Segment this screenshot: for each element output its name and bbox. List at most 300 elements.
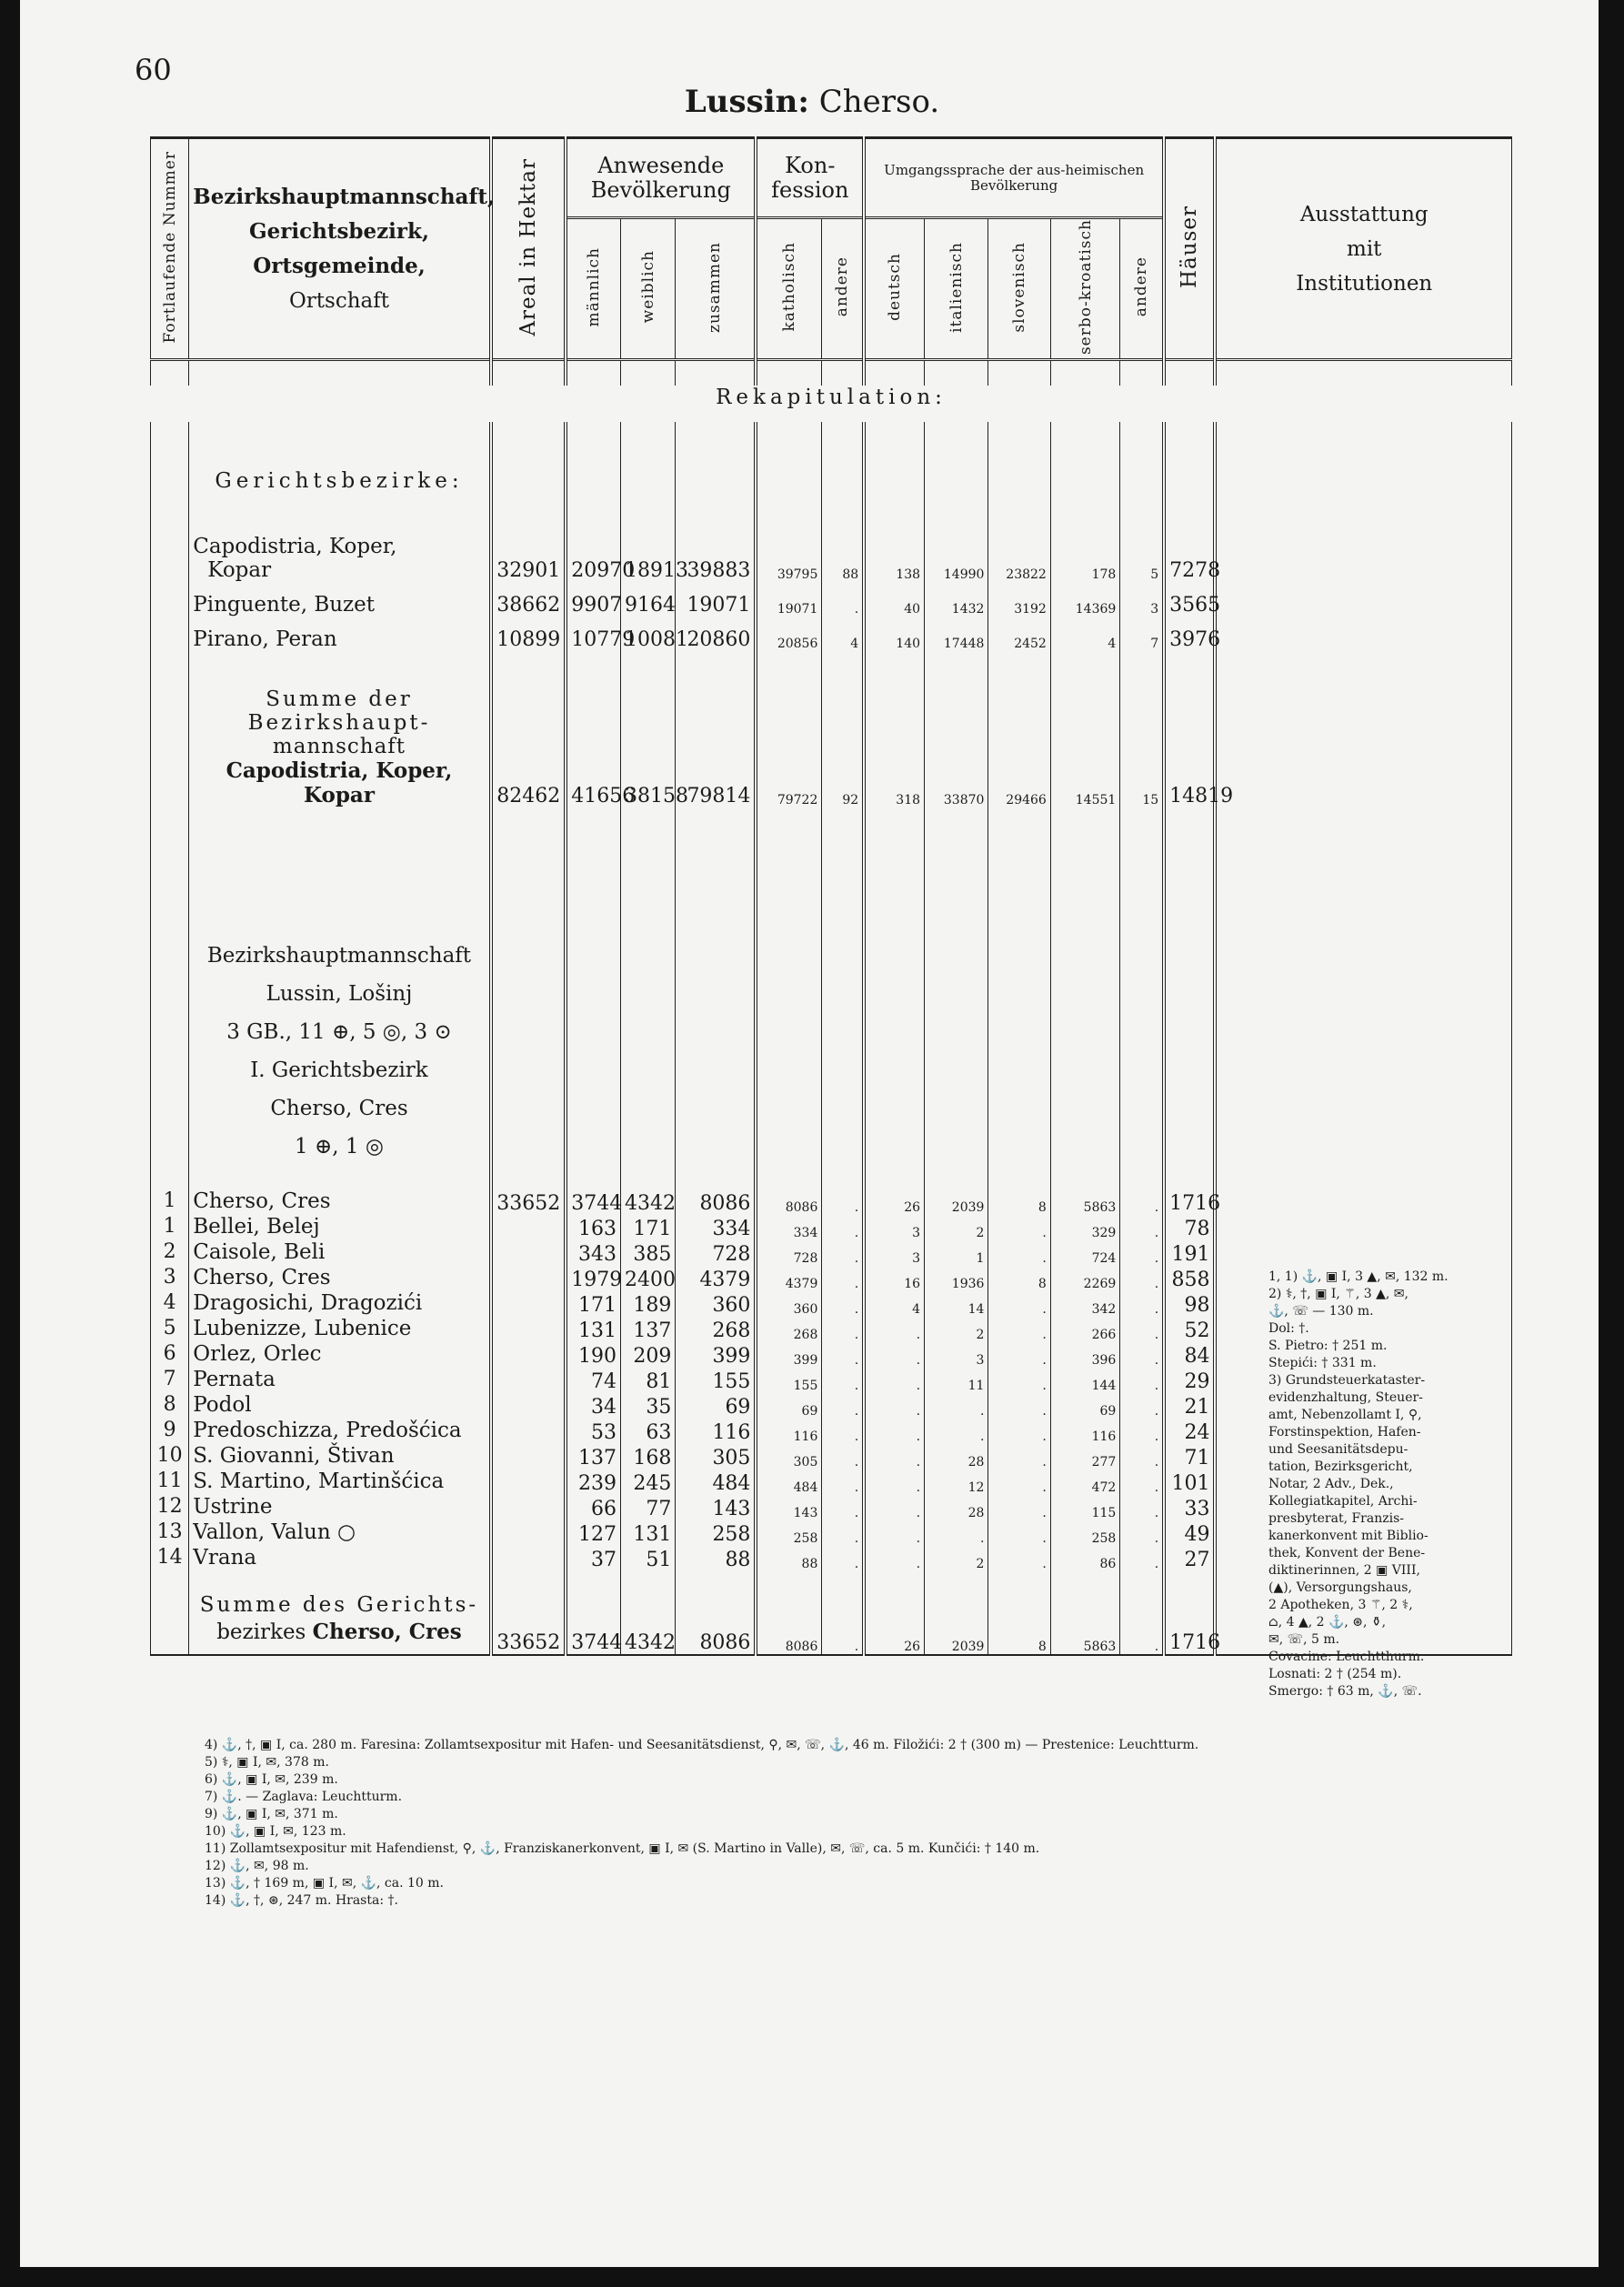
value-cell: 178 <box>1050 531 1119 582</box>
col-header-umgang: Umgangssprache der aus-heimischen Bevölkerung <box>864 138 1164 218</box>
value-cell: . <box>822 1546 864 1571</box>
spacer-row <box>151 880 1512 944</box>
value-cell: 4342 <box>621 1591 676 1655</box>
value-cell: 190 <box>566 1342 620 1368</box>
col-header-andere: andere <box>822 218 864 360</box>
side-note-line: Smergo: † 63 m, ⚓, ☏. <box>1268 1684 1422 1699</box>
side-note-line: Notar, 2 Adv., Dek., <box>1268 1477 1394 1491</box>
value-cell: . <box>822 1215 864 1240</box>
value-cell: . <box>822 1240 864 1266</box>
value-cell <box>491 1266 566 1291</box>
value-cell: 7 <box>1120 617 1164 651</box>
value-cell: . <box>864 1419 924 1444</box>
row-name: Lubenizze, Lubenice <box>189 1317 491 1342</box>
side-note-line: evidenzhaltung, Steuer- <box>1268 1390 1423 1405</box>
value-cell: 34 <box>566 1393 620 1419</box>
value-cell: . <box>1120 1266 1164 1291</box>
value-cell: . <box>864 1520 924 1546</box>
side-note-line: ✉, ☏, 5 m. <box>1268 1632 1340 1647</box>
value-cell: 9907 <box>566 582 620 617</box>
value-cell: 728 <box>756 1240 821 1266</box>
value-cell: 74 <box>566 1368 620 1393</box>
value-cell: 2 <box>925 1215 988 1240</box>
value-cell: 334 <box>676 1215 757 1240</box>
value-cell: . <box>822 1342 864 1368</box>
row-name: Pernata <box>189 1368 491 1393</box>
spacer-row <box>151 1173 1512 1189</box>
value-cell: 28 <box>925 1495 988 1520</box>
value-cell: 728 <box>676 1240 757 1266</box>
value-cell: 51 <box>621 1546 676 1571</box>
value-cell <box>491 1469 566 1495</box>
value-cell: . <box>1120 1189 1164 1215</box>
value-cell: 9164 <box>621 582 676 617</box>
footnote-line: 6) ⚓, ▣ I, ✉, 239 m. <box>205 1772 338 1787</box>
value-cell: 138 <box>864 531 924 582</box>
footnote-line: 10) ⚓, ▣ I, ✉, 123 m. <box>205 1824 346 1839</box>
recap-row-name: Pirano, Peran <box>193 627 337 651</box>
row-number: 8 <box>151 1393 189 1419</box>
value-cell: . <box>864 1317 924 1342</box>
value-cell: 39795 <box>756 531 821 582</box>
value-cell: . <box>1120 1291 1164 1317</box>
value-cell: 2039 <box>925 1591 988 1655</box>
side-note-line: diktinerinnen, 2 ▣ VIII, <box>1268 1563 1420 1578</box>
value-cell <box>491 1546 566 1571</box>
value-cell: 2269 <box>1050 1266 1119 1291</box>
footnotes <box>205 1737 1198 1910</box>
value-cell: 472 <box>1050 1469 1119 1495</box>
side-note-line: (▲), Versorgungshaus, <box>1268 1580 1412 1595</box>
value-cell: 163 <box>566 1215 620 1240</box>
col-header-zusammen: zusammen <box>676 218 757 360</box>
row-name: Caisole, Beli <box>189 1240 491 1266</box>
value-cell: 8 <box>988 1591 1050 1655</box>
value-cell: 1936 <box>925 1266 988 1291</box>
value-cell: 191 <box>1164 1240 1215 1266</box>
value-cell: 77 <box>621 1495 676 1520</box>
row-name: Vrana <box>189 1546 491 1571</box>
value-cell: 14990 <box>925 531 988 582</box>
value-cell: 10081 <box>621 617 676 651</box>
recap-row-name-2: Kopar <box>207 557 272 582</box>
value-cell: 2039 <box>925 1189 988 1215</box>
side-note-line: presbyterat, Franzis- <box>1268 1511 1405 1526</box>
side-note-line: ⚓, ☏ — 130 m. <box>1268 1304 1374 1319</box>
value-cell <box>491 1419 566 1444</box>
value-cell: . <box>1120 1342 1164 1368</box>
recap-row <box>151 582 1512 617</box>
value-cell: 1 <box>925 1240 988 1266</box>
side-note-line: ⌂, 4 ▲, 2 ⚓, ⊛, ⚱, <box>1268 1615 1387 1630</box>
value-cell: . <box>864 1469 924 1495</box>
value-cell: 399 <box>676 1342 757 1368</box>
value-cell: 14819 <box>1164 687 1215 807</box>
value-cell: 2 <box>925 1317 988 1342</box>
value-cell: . <box>822 1419 864 1444</box>
row-number: 2 <box>151 1240 189 1266</box>
col-header-serbo: serbo-kroatisch <box>1050 218 1119 360</box>
value-cell: 20860 <box>676 617 757 651</box>
value-cell: 318 <box>864 687 924 807</box>
value-cell: 245 <box>621 1469 676 1495</box>
value-cell: 18913 <box>621 531 676 582</box>
scan-border-right <box>1599 0 1624 2287</box>
row-name: Dragosichi, Dragozići <box>189 1291 491 1317</box>
value-cell: 17448 <box>925 617 988 651</box>
row-name: Cherso, Cres <box>189 1189 491 1215</box>
value-cell: . <box>864 1546 924 1571</box>
value-cell: . <box>822 1469 864 1495</box>
value-cell: 79814 <box>676 687 757 807</box>
value-cell: . <box>864 1342 924 1368</box>
value-cell: . <box>1120 1419 1164 1444</box>
row-name: Orlez, Orlec <box>189 1342 491 1368</box>
value-cell: 385 <box>621 1240 676 1266</box>
value-cell: 14 <box>925 1291 988 1317</box>
value-cell: 8086 <box>676 1591 757 1655</box>
value-cell: 29466 <box>988 687 1050 807</box>
lussin-heading: 1 ⊕, 1 ◎ <box>189 1135 491 1173</box>
row-name: S. Martino, Martinšćica <box>189 1469 491 1495</box>
value-cell: . <box>988 1342 1050 1368</box>
value-cell: 8086 <box>676 1189 757 1215</box>
value-cell: . <box>864 1444 924 1469</box>
table-row <box>151 1240 1512 1266</box>
value-cell: 23822 <box>988 531 1050 582</box>
value-cell: 1716 <box>1164 1591 1215 1655</box>
value-cell: 8 <box>988 1266 1050 1291</box>
value-cell: 305 <box>756 1444 821 1469</box>
row-number: 13 <box>151 1520 189 1546</box>
side-note-line: 2 Apotheken, 3 ⚚, 2 ⚕, <box>1268 1598 1413 1612</box>
row-name: Cherso, Cres <box>189 1266 491 1291</box>
col-header-maennlich: männlich <box>566 218 620 360</box>
value-cell: 143 <box>676 1495 757 1520</box>
value-cell: 20856 <box>756 617 821 651</box>
value-cell: 81 <box>621 1368 676 1393</box>
value-cell: . <box>822 1393 864 1419</box>
value-cell: 63 <box>621 1419 676 1444</box>
value-cell: 3976 <box>1164 617 1215 651</box>
value-cell: 137 <box>621 1317 676 1342</box>
value-cell: 4 <box>822 617 864 651</box>
col-header-number: Fortlaufende Nummer <box>151 138 189 360</box>
value-cell: 15 <box>1120 687 1164 807</box>
recap-title: Rekapitulation: <box>716 385 947 409</box>
running-title-bold: Lussin: <box>684 84 809 120</box>
col-header-bezirk: Bezirkshauptmannschaft, Gerichtsbezirk, Ortsgemeinde, Ortschaft <box>189 138 491 360</box>
value-cell: 3 <box>1120 582 1164 617</box>
side-note-line: und Seesanitätsdepu- <box>1268 1442 1408 1457</box>
side-note-line: 2) ⚕, †, ▣ I, ⚚, 3 ▲, ✉, <box>1268 1287 1408 1301</box>
value-cell: 5863 <box>1050 1591 1119 1655</box>
value-cell: 79722 <box>756 687 821 807</box>
value-cell: 115 <box>1050 1495 1119 1520</box>
side-note-line: Dol: †. <box>1268 1321 1309 1336</box>
value-cell: 12 <box>925 1469 988 1495</box>
value-cell: 71 <box>1164 1444 1215 1469</box>
value-cell: . <box>1120 1495 1164 1520</box>
col-header-konfession: Kon-fession <box>756 138 864 218</box>
col-header-haeuser: Häuser <box>1164 138 1215 360</box>
value-cell: 116 <box>1050 1419 1119 1444</box>
value-cell <box>491 1520 566 1546</box>
value-cell <box>491 1393 566 1419</box>
side-note-line: Losnati: 2 † (254 m). <box>1268 1667 1402 1681</box>
value-cell: 7278 <box>1164 531 1215 582</box>
col-header-deutsch: deutsch <box>864 218 924 360</box>
row-name: Podol <box>189 1393 491 1419</box>
value-cell: 37 <box>566 1546 620 1571</box>
recap-sum-label: Capodistria, Koper, <box>226 757 453 783</box>
footnote-line: 13) ⚓, † 169 m, ▣ I, ✉, ⚓, ca. 10 m. <box>205 1876 445 1891</box>
footnote-line: 5) ⚕, ▣ I, ✉, 378 m. <box>205 1755 329 1770</box>
value-cell: 143 <box>756 1495 821 1520</box>
value-cell: 258 <box>676 1520 757 1546</box>
value-cell: 258 <box>756 1520 821 1546</box>
value-cell: . <box>988 1240 1050 1266</box>
side-note-line: 1, 1) ⚓, ▣ I, 3 ▲, ✉, 132 m. <box>1268 1269 1449 1284</box>
value-cell: . <box>988 1495 1050 1520</box>
value-cell: . <box>988 1291 1050 1317</box>
side-note-line: Stepići: † 331 m. <box>1268 1356 1377 1370</box>
running-title-rest: Cherso. <box>818 84 940 120</box>
value-cell: 858 <box>1164 1266 1215 1291</box>
value-cell: 66 <box>566 1495 620 1520</box>
row-number: 6 <box>151 1342 189 1368</box>
footnote-line: 11) Zollamtsexpositur mit Hafendienst, ⚲, ⚓, Franziskanerkonvent, ▣ I, ✉ (S. Martino in Valle), ✉, ☏, ca. 5 m. Kunčići: † 140 m. <box>205 1841 1040 1856</box>
side-notes <box>1268 1269 1512 1700</box>
col-header-ausstattung: Ausstattung mit Institutionen <box>1215 138 1511 360</box>
value-cell: 724 <box>1050 1240 1119 1266</box>
side-note-line: 3) Grundsteuerkataster- <box>1268 1373 1426 1388</box>
value-cell: 268 <box>756 1317 821 1342</box>
side-note-line: thek, Konvent der Bene- <box>1268 1546 1426 1560</box>
value-cell: 3565 <box>1164 582 1215 617</box>
row-name: Vallon, Valun ○ <box>189 1520 491 1546</box>
value-cell: 84 <box>1164 1342 1215 1368</box>
value-cell: 1716 <box>1164 1189 1215 1215</box>
value-cell: 21 <box>1164 1393 1215 1419</box>
value-cell: 29 <box>1164 1368 1215 1393</box>
value-cell <box>491 1495 566 1520</box>
value-cell: 19071 <box>756 582 821 617</box>
value-cell: . <box>925 1393 988 1419</box>
value-cell: . <box>988 1368 1050 1393</box>
value-cell: 19071 <box>676 582 757 617</box>
value-cell: . <box>1120 1240 1164 1266</box>
value-cell: 268 <box>676 1317 757 1342</box>
value-cell: . <box>925 1520 988 1546</box>
spacer-row <box>151 807 1512 880</box>
value-cell: 342 <box>1050 1291 1119 1317</box>
value-cell: 49 <box>1164 1520 1215 1546</box>
value-cell: . <box>1120 1317 1164 1342</box>
row-number: 3 <box>151 1266 189 1291</box>
value-cell: 88 <box>756 1546 821 1571</box>
value-cell: 360 <box>756 1291 821 1317</box>
recap-sum-label: mannschaft <box>272 734 406 758</box>
value-cell <box>491 1215 566 1240</box>
value-cell: 32901 <box>491 531 566 582</box>
table-row <box>151 1189 1512 1215</box>
value-cell: 8086 <box>756 1189 821 1215</box>
value-cell: 305 <box>676 1444 757 1469</box>
value-cell: 26 <box>864 1189 924 1215</box>
lussin-sum-label-2 <box>193 1619 485 1646</box>
value-cell: 41656 <box>566 687 620 807</box>
lussin-heading: Lussin, Lošinj <box>189 982 491 1020</box>
value-cell: 78 <box>1164 1215 1215 1240</box>
value-cell: 8 <box>988 1189 1050 1215</box>
value-cell: . <box>822 1591 864 1655</box>
lussin-heading: Cherso, Cres <box>189 1097 491 1135</box>
value-cell: 3 <box>925 1342 988 1368</box>
col-header-andere2: andere <box>1120 218 1164 360</box>
value-cell: 171 <box>566 1291 620 1317</box>
col-header-weiblich: weiblich <box>621 218 676 360</box>
value-cell: 33652 <box>491 1591 566 1655</box>
value-cell: 3 <box>864 1215 924 1240</box>
side-note-line: amt, Nebenzollamt I, ⚲, <box>1268 1408 1422 1422</box>
lussin-heading-row <box>151 1058 1512 1097</box>
value-cell: 168 <box>621 1444 676 1469</box>
side-note-line: kanerkonvent mit Biblio- <box>1268 1529 1429 1543</box>
lussin-heading-row <box>151 1097 1512 1135</box>
value-cell: . <box>1120 1368 1164 1393</box>
value-cell: . <box>988 1317 1050 1342</box>
value-cell: 4342 <box>621 1189 676 1215</box>
page-number: 60 <box>135 53 172 87</box>
value-cell: 40 <box>864 582 924 617</box>
value-cell: 3744 <box>566 1189 620 1215</box>
value-cell: . <box>864 1393 924 1419</box>
side-note-line: Forstinspektion, Hafen- <box>1268 1425 1421 1439</box>
scan-border-left <box>0 0 20 2287</box>
value-cell: 189 <box>621 1291 676 1317</box>
row-number: 1 <box>151 1215 189 1240</box>
value-cell: 14551 <box>1050 687 1119 807</box>
value-cell: . <box>822 582 864 617</box>
value-cell: . <box>822 1291 864 1317</box>
value-cell: 98 <box>1164 1291 1215 1317</box>
value-cell: 343 <box>566 1240 620 1266</box>
recap-subhead: Gerichtsbezirke: <box>189 469 491 506</box>
value-cell: 88 <box>676 1546 757 1571</box>
value-cell: . <box>864 1368 924 1393</box>
value-cell <box>491 1444 566 1469</box>
value-cell: 53 <box>566 1419 620 1444</box>
value-cell: 4 <box>1050 617 1119 651</box>
value-cell: 266 <box>1050 1317 1119 1342</box>
recap-sum-row <box>151 687 1512 807</box>
value-cell: 86 <box>1050 1546 1119 1571</box>
value-cell: 8086 <box>756 1591 821 1655</box>
value-cell: 2 <box>925 1546 988 1571</box>
lussin-sum-label-b: Cherso, Cres <box>312 1619 462 1644</box>
value-cell: 35 <box>621 1393 676 1419</box>
value-cell: 329 <box>1050 1215 1119 1240</box>
value-cell: 1432 <box>925 582 988 617</box>
recap-row <box>151 531 1512 582</box>
value-cell: . <box>864 1495 924 1520</box>
value-cell: 127 <box>566 1520 620 1546</box>
value-cell: . <box>988 1215 1050 1240</box>
value-cell: . <box>988 1520 1050 1546</box>
spacer-row <box>151 651 1512 687</box>
recap-title-row <box>151 386 1512 422</box>
value-cell: 239 <box>566 1469 620 1495</box>
value-cell: . <box>1120 1469 1164 1495</box>
value-cell <box>491 1291 566 1317</box>
side-note-line: S. Pietro: † 251 m. <box>1268 1339 1388 1353</box>
row-name: Ustrine <box>189 1495 491 1520</box>
value-cell: 171 <box>621 1215 676 1240</box>
footnote-line: 7) ⚓. — Zaglava: Leuchtturm. <box>205 1790 403 1804</box>
lussin-heading: Bezirkshauptmannschaft <box>189 944 491 982</box>
value-cell: . <box>1120 1393 1164 1419</box>
col-header-slovenisch: slovenisch <box>988 218 1050 360</box>
value-cell: . <box>1120 1444 1164 1469</box>
lussin-sum-label: Summe des Gerichts- <box>199 1592 479 1617</box>
value-cell: . <box>925 1419 988 1444</box>
value-cell: . <box>822 1444 864 1469</box>
value-cell: 27 <box>1164 1546 1215 1571</box>
row-name: Predoschizza, Predošćica <box>189 1419 491 1444</box>
recap-sum-label: Kopar <box>304 782 375 807</box>
value-cell: . <box>1120 1591 1164 1655</box>
value-cell: 116 <box>676 1419 757 1444</box>
value-cell: 4 <box>864 1291 924 1317</box>
value-cell: . <box>822 1189 864 1215</box>
value-cell: . <box>988 1546 1050 1571</box>
value-cell: 10779 <box>566 617 620 651</box>
value-cell: 137 <box>566 1444 620 1469</box>
recap-subhead-row <box>151 469 1512 506</box>
value-cell: 39883 <box>676 531 757 582</box>
value-cell: 82462 <box>491 687 566 807</box>
value-cell: 10899 <box>491 617 566 651</box>
value-cell: 69 <box>676 1393 757 1419</box>
value-cell: 69 <box>756 1393 821 1419</box>
col-header-areal: Areal in Hektar <box>491 138 566 360</box>
value-cell <box>491 1342 566 1368</box>
recap-row <box>151 617 1512 651</box>
footnote-line: 12) ⚓, ✉, 98 m. <box>205 1859 309 1873</box>
value-cell: . <box>822 1266 864 1291</box>
value-cell <box>491 1317 566 1342</box>
value-cell: . <box>822 1495 864 1520</box>
value-cell: 20970 <box>566 531 620 582</box>
row-number: 12 <box>151 1495 189 1520</box>
value-cell: . <box>988 1444 1050 1469</box>
col-header-katholisch: katholisch <box>756 218 821 360</box>
lussin-heading: I. Gerichtsbezirk <box>189 1058 491 1097</box>
side-note-line: Kollegiatkapitel, Archi- <box>1268 1494 1418 1509</box>
value-cell: 2452 <box>988 617 1050 651</box>
lussin-sum-label-a: bezirkes <box>216 1620 306 1644</box>
value-cell: 52 <box>1164 1317 1215 1342</box>
scan-border-bottom <box>0 2267 1624 2287</box>
lussin-heading-row <box>151 982 1512 1020</box>
value-cell: . <box>1120 1520 1164 1546</box>
value-cell: 33 <box>1164 1495 1215 1520</box>
row-number: 14 <box>151 1546 189 1571</box>
value-cell: 396 <box>1050 1342 1119 1368</box>
row-number: 9 <box>151 1419 189 1444</box>
value-cell: 3192 <box>988 582 1050 617</box>
